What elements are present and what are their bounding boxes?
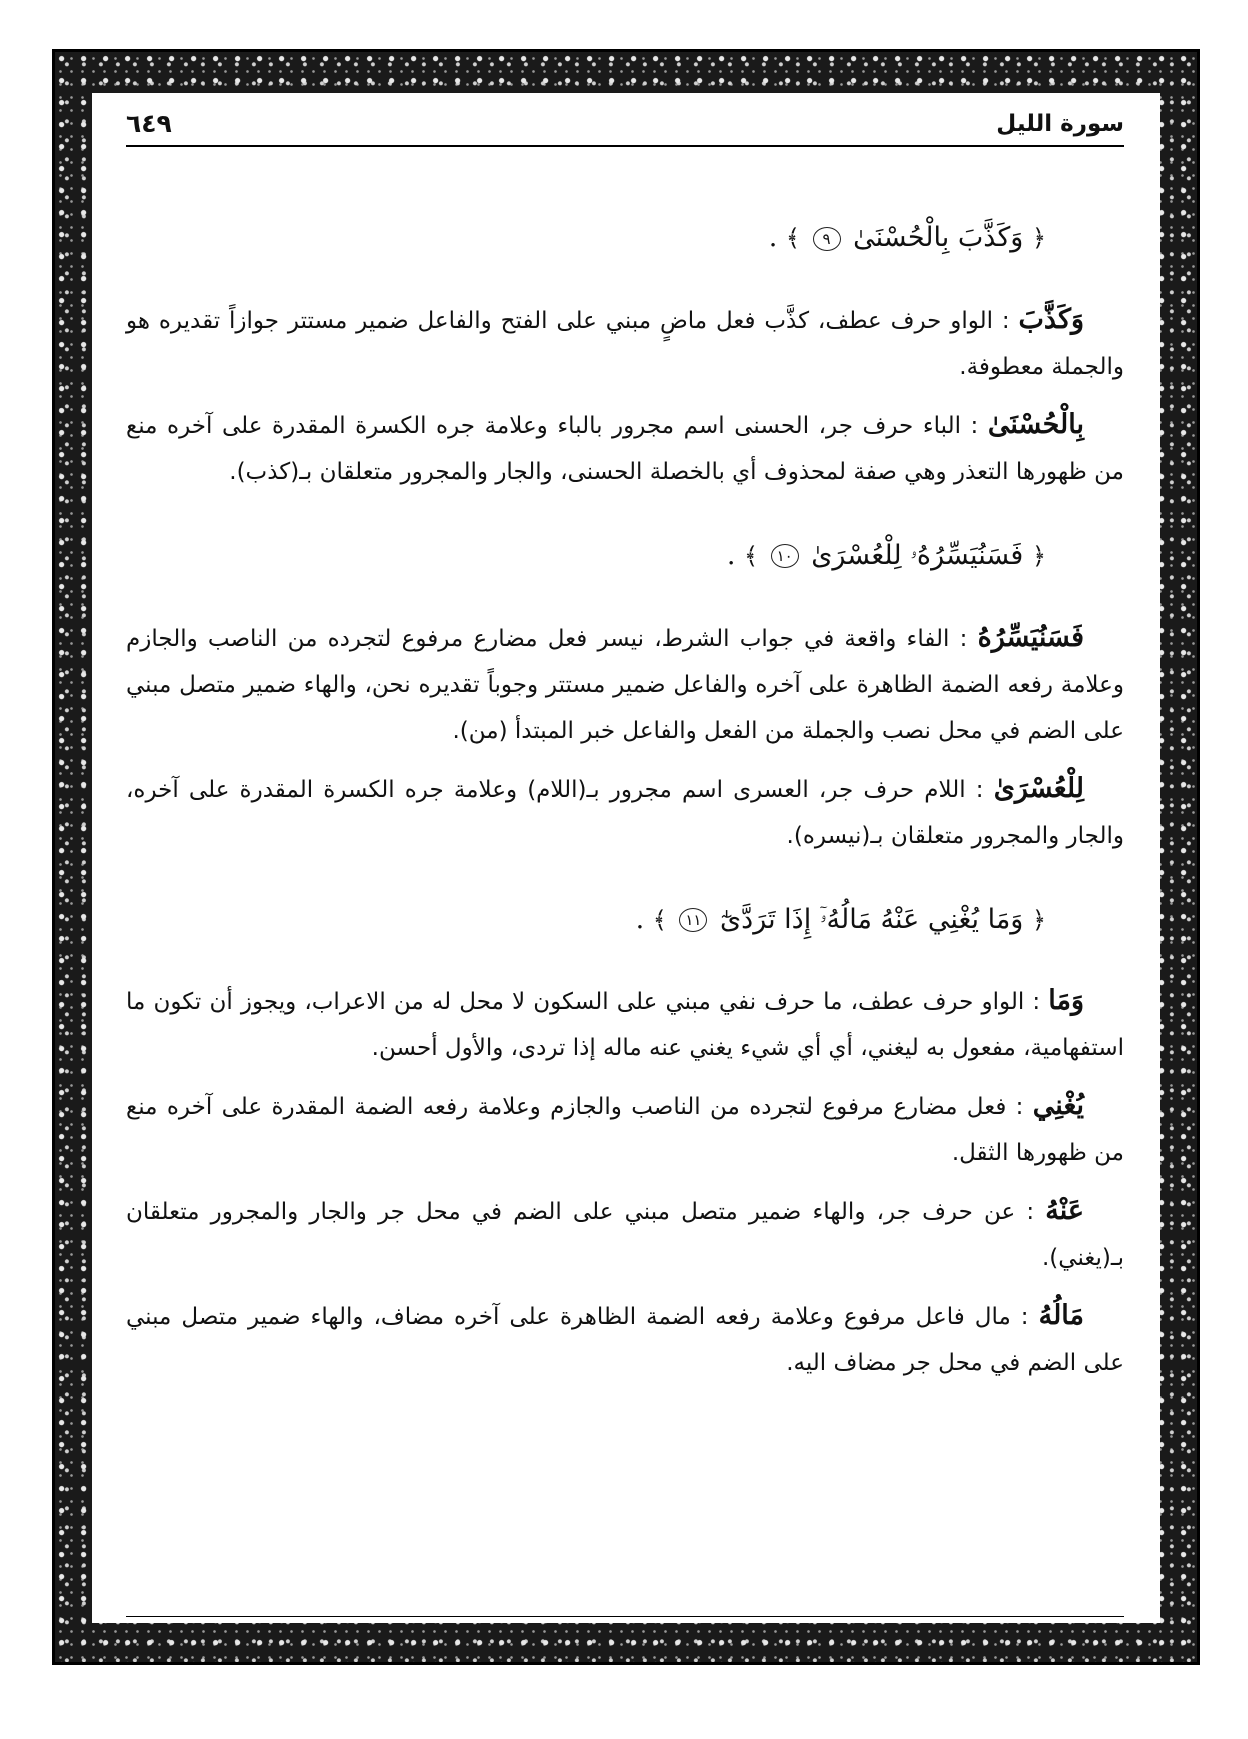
entry-term: بِالْحُسْنَىٰ	[987, 408, 1084, 440]
entry-text: : مال فاعل مرفوع وعلامة رفعه الضمة الظاهرة على آخره مضاف، والهاء ضمير متصل مبني على الضم في محل جر مضاف اليه.	[126, 1304, 1124, 1377]
entry-wama	[126, 978, 1124, 1071]
verse-10: ﴿ فَسَنُيَسِّرُهُۥ لِلْعُسْرَىٰ ١٠ ﴾ .	[726, 539, 1046, 571]
bottom-divider	[126, 1616, 1124, 1617]
entry-text: : فعل مضارع مرفوع لتجرده من الناصب والجازم وعلامة رفعه الضمة المقدرة على آخره منع من ظهورها الثقل.	[126, 1094, 1124, 1167]
ornate-bracket-close: ﴾	[744, 541, 759, 570]
verse-11: ﴿ وَمَا يُغْنِي عَنْهُ مَالُهُۥٓ إِذَا تَرَدَّىٰٓ ١١ ﴾ .	[635, 903, 1046, 935]
entry-text: : اللام حرف جر، العسرى اسم مجرور بـ(اللام) وعلامة جره الكسرة المقدرة على آخره، والجار والمجرور متعلقان بـ(نيسره).	[126, 776, 1124, 849]
entry-term: عَنْهُ	[1045, 1195, 1084, 1227]
entry-text: : الواو حرف عطف، ما حرف نفي مبني على السكون لا محل له من الاعراب، ويجوز أن تكون ما استفهامية، مفعول به ليغني، أي أي شيء يغني عنه ماله إذا تردى، والأول أحسن.	[126, 989, 1124, 1062]
surah-title: سورة الليل	[996, 111, 1124, 137]
ornate-bracket-close: ﴾	[652, 905, 667, 934]
entry-text: : الواو حرف عطف، كذَّب فعل ماضٍ مبني على الفتح والفاعل ضمير مستتر جوازاً تقديره هو والجملة معطوفة.	[126, 307, 1124, 380]
ornate-bracket-open: ﴿	[1031, 905, 1046, 934]
entry-bil-husna	[126, 402, 1124, 495]
verse-text: فَسَنُيَسِّرُهُۥ لِلْعُسْرَىٰ	[811, 539, 1024, 571]
entry-wakadhdhaba	[126, 297, 1124, 390]
verse-text: وَكَذَّبَ بِالْحُسْنَىٰ	[853, 222, 1024, 253]
ayah-number-marker: ٩	[813, 227, 841, 251]
entry-term: وَكَذَّبَ	[1018, 303, 1084, 335]
entry-yughni	[126, 1083, 1124, 1176]
entry-term: مَالُهُ	[1038, 1300, 1084, 1332]
entry-anhu	[126, 1188, 1124, 1281]
entry-term: فَسَنُيَسِّرُهُ	[977, 621, 1084, 653]
entry-lil-usra	[126, 766, 1124, 859]
ayah-number-marker: ١١	[679, 908, 707, 932]
entry-maluhu	[126, 1293, 1124, 1386]
verse-9: ﴿ وَكَذَّبَ بِالْحُسْنَىٰ ٩ ﴾ .	[768, 222, 1046, 253]
entry-term: يُغْنِي	[1032, 1090, 1084, 1122]
page-number: ٦٤٩	[126, 109, 172, 138]
entry-text: : الفاء واقعة في جواب الشرط، نيسر فعل مضارع مرفوع لتجرده من الناصب والجازم وعلامة رفعه الضمة الظاهرة على آخره والفاعل ضمير مستتر وجوباً تقديره نحن، والهاء ضمير متصل مبني على الضم في محل نصب والجملة من الفعل والفاعل خبر المبتدأ (من).	[126, 625, 1124, 744]
entry-text: : عن حرف جر، والهاء ضمير متصل مبني على الضم في محل جر والجار والمجرور متعلقان بـ(يغني).	[126, 1199, 1124, 1272]
entry-text: : الباء حرف جر، الحسنى اسم مجرور بالباء وعلامة جره الكسرة المقدرة على آخره منع من ظهورها التعذر وهي صفة لمحذوف أي بالخصلة الحسنى، والجار والمجرور متعلقان بـ(كذب).	[126, 412, 1124, 485]
entry-fasanuyassiruhu	[126, 615, 1124, 754]
ornate-bracket-open: ﴿	[1031, 224, 1046, 252]
running-header	[126, 93, 1124, 147]
entry-term: لِلْعُسْرَىٰ	[993, 772, 1084, 804]
ayah-number-marker: ١٠	[771, 544, 799, 568]
entry-term: وَمَا	[1048, 985, 1084, 1017]
ornate-bracket-close: ﴾	[785, 224, 800, 252]
page-content	[92, 93, 1160, 1623]
ornate-bracket-open: ﴿	[1031, 541, 1046, 570]
verse-text: وَمَا يُغْنِي عَنْهُ مَالُهُۥٓ إِذَا تَرَدَّىٰٓ	[720, 903, 1024, 935]
